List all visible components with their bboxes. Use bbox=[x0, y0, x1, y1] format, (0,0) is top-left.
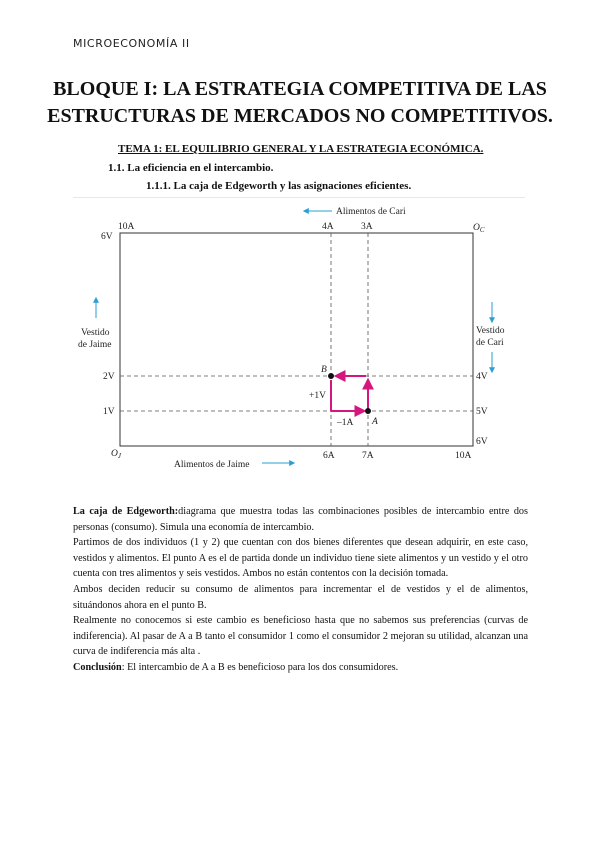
left-axis-label-1: Vestido bbox=[81, 328, 110, 338]
separator-line bbox=[73, 197, 525, 198]
definition-term: La caja de Edgeworth: bbox=[73, 506, 179, 517]
course-header: MICROECONOMÍA II bbox=[73, 37, 190, 50]
top-tick-3a: 3A bbox=[361, 222, 373, 232]
point-b-marker bbox=[328, 373, 334, 379]
left-tick-6v: 6V bbox=[101, 232, 113, 242]
conclusion-text: : El intercambio de A a B es beneficioso para los dos consumidores. bbox=[121, 661, 399, 673]
conclusion-term: Conclusión bbox=[73, 661, 122, 673]
section-heading: 1.1. La eficiencia en el intercambio. bbox=[108, 162, 274, 174]
point-b-label: B bbox=[321, 365, 327, 375]
right-axis-label-1: Vestido bbox=[476, 326, 505, 336]
right-axis-label-2: de Cari bbox=[476, 338, 504, 348]
bottom-axis-label: Alimentos de Jaime bbox=[174, 460, 250, 470]
origin-jaime: $O_J$ bbox=[111, 449, 121, 460]
paragraph-individuals: Partimos de dos individuos (1 y 2) que cuentan con dos bienes diferentes que desean adquirir, en este caso, vestidos y alimentos. El punto A es el de partida donde un individuo tiene siete alimentos y un vestido y el otro cuenta con tres alimentos y seis vestidos. Ambos no están contentos con la decisión tomada. bbox=[73, 537, 528, 580]
topic-heading: TEMA 1: EL EQUILIBRIO GENERAL Y LA ESTRATEGIA ECONÓMICA. bbox=[118, 143, 484, 155]
bottom-tick-6a: 6A bbox=[323, 451, 335, 461]
paragraph-conclusion bbox=[73, 660, 528, 676]
bottom-tick-10a: 10A bbox=[455, 451, 472, 461]
right-tick-6v: 6V bbox=[476, 437, 488, 447]
body-text bbox=[73, 504, 528, 676]
left-tick-1v: 1V bbox=[103, 407, 115, 417]
left-axis-label-2: de Jaime bbox=[78, 340, 112, 350]
paragraph-preferences: Realmente no conocemos si este cambio es beneficioso hasta que no sabemos sus preferencias (curvas de indiferencia). Al pasar de A a B tanto el consumidor 1 como el consumidor 2 mejoran su utilidad, alcanzan una curva de indiferencia más alta . bbox=[73, 615, 528, 658]
bottom-tick-7a: 7A bbox=[362, 451, 374, 461]
definition-text: diagrama que muestra todas las combinaciones posibles de intercambio entre dos personas (consumo). Simula una economía de intercambio. bbox=[73, 506, 528, 533]
origin-cari: $O_C$ bbox=[473, 223, 485, 234]
top-axis-label: Alimentos de Cari bbox=[336, 207, 406, 217]
left-tick-2v: 2V bbox=[103, 372, 115, 382]
point-a-label: A bbox=[372, 417, 378, 427]
page-title bbox=[40, 76, 560, 130]
right-tick-4v: 4V bbox=[476, 372, 488, 382]
title-line-1: BLOQUE I: LA ESTRATEGIA COMPETITIVA DE LAS bbox=[53, 78, 547, 100]
edgeworth-box-diagram bbox=[0, 200, 600, 480]
paragraph-decision: Ambos deciden reducir su consumo de alimentos para incrementar el de vestidos y el de alimentos, situándonos ahora en el punto B. bbox=[73, 583, 528, 611]
top-tick-4a: 4A bbox=[322, 222, 334, 232]
change-food-label: –1A bbox=[337, 418, 354, 428]
subsection-heading: 1.1.1. La caja de Edgeworth y las asignaciones eficientes. bbox=[146, 180, 412, 192]
top-tick-10a: 10A bbox=[118, 222, 135, 232]
paragraph-definition bbox=[73, 504, 528, 535]
point-a-marker bbox=[365, 408, 371, 414]
right-tick-5v: 5V bbox=[476, 407, 488, 417]
edgeworth-box bbox=[120, 233, 473, 446]
title-line-2: ESTRUCTURAS DE MERCADOS NO COMPETITIVOS. bbox=[47, 105, 553, 127]
change-clothing-label: +1V bbox=[309, 391, 326, 401]
